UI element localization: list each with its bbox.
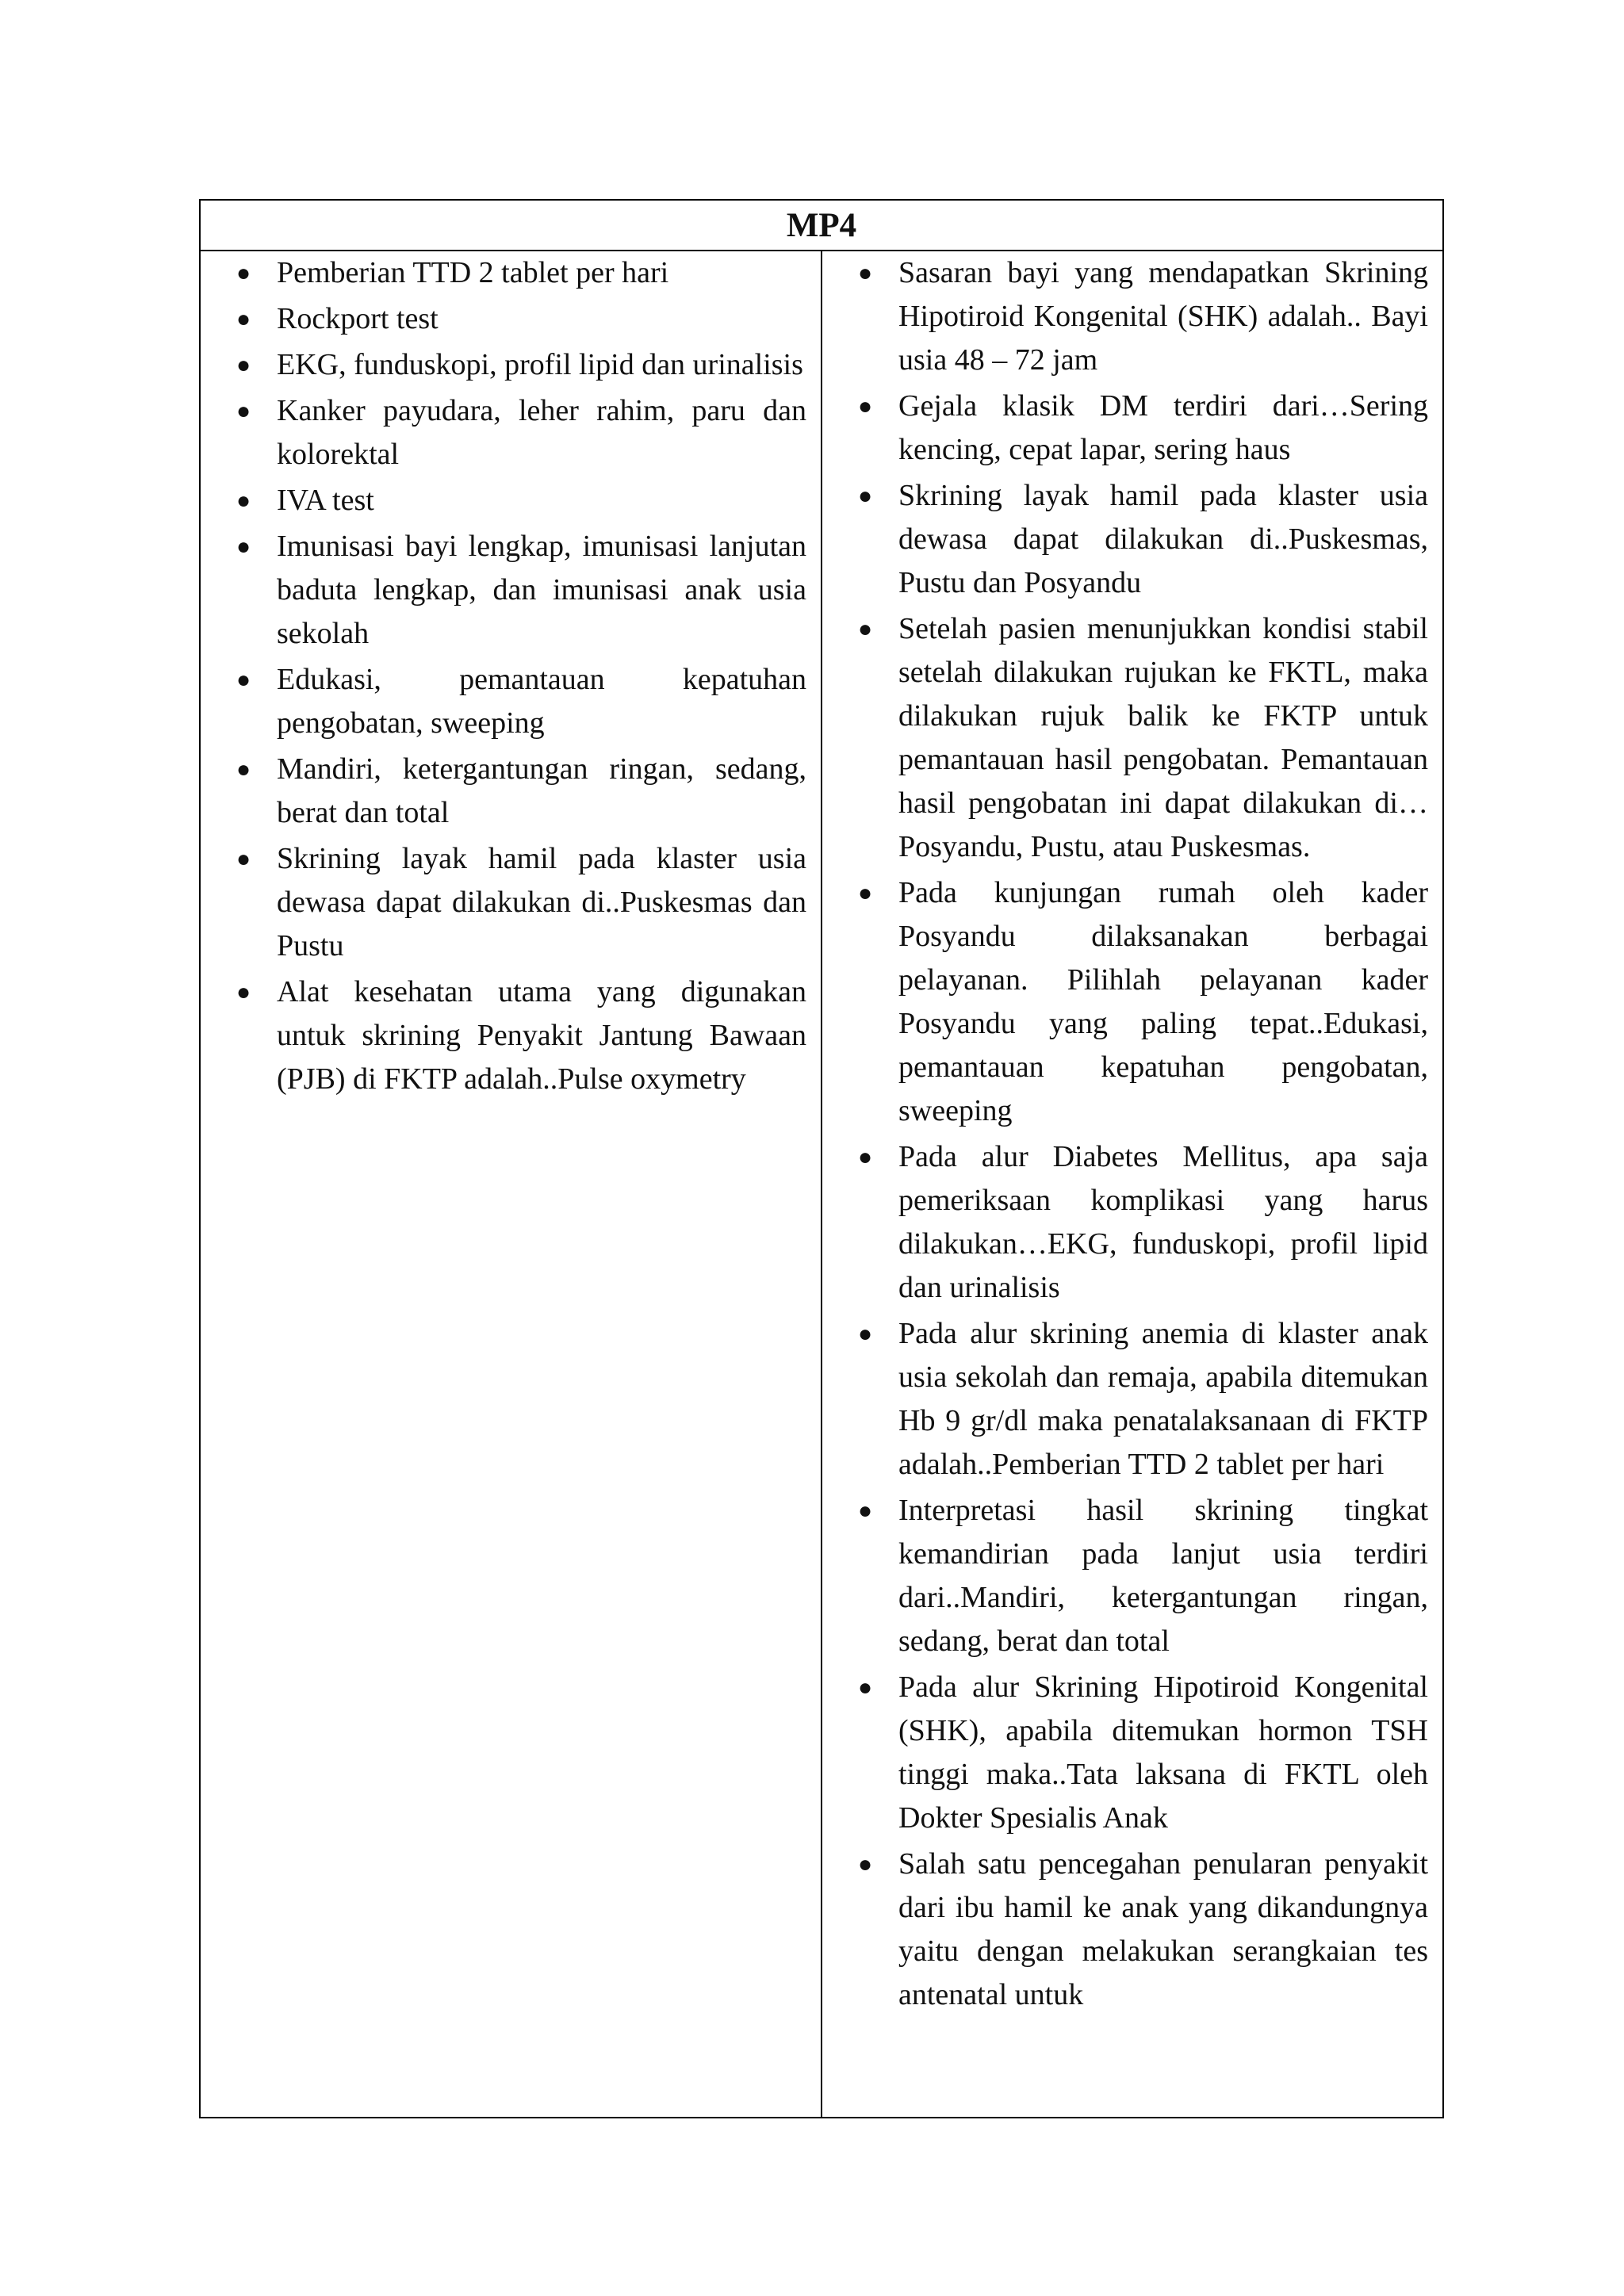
right-list-item: [822, 1666, 1428, 1840]
left-list-item-text: Edukasi, pemantauan kepatuhan pengobatan, sweeping: [277, 663, 806, 740]
right-list-item-text: Gejala klasik DM terdiri dari…Sering kencing, cepat lapar, sering haus: [898, 389, 1428, 466]
left-list-item-text: Skrining layak hamil pada klaster usia dewasa dapat dilakukan di..Puskesmas dan Pustu: [277, 842, 806, 962]
left-list-item: [201, 343, 806, 387]
right-list-item: [822, 474, 1428, 605]
bullet-icon: ●: [857, 483, 873, 509]
bullet-icon: ●: [236, 846, 251, 872]
bullet-icon: ●: [236, 756, 251, 783]
right-list-item-text: Pada alur Skrining Hipotiroid Kongenital (SHK), apabila ditemukan hormon TSH tinggi maka..Tata laksana di FKTL oleh Dokter Spesialis Anak: [898, 1670, 1428, 1835]
left-list-item-text: EKG, funduskopi, profil lipid dan urinalisis: [277, 348, 803, 381]
left-list-item-text: Alat kesehatan utama yang digunakan untuk skrining Penyakit Jantung Bawaan (PJB) di FKTP adalah..Pulse oxymetry: [277, 975, 806, 1096]
mp4-table: [199, 199, 1444, 2118]
right-list-item: [822, 385, 1428, 472]
left-list-item-text: Imunisasi bayi lengkap, imunisasi lanjutan baduta lengkap, dan imunisasi anak usia sekolah: [277, 530, 806, 650]
bullet-icon: ●: [857, 616, 873, 642]
right-list-item: [822, 1135, 1428, 1310]
left-list-item-text: Rockport test: [277, 302, 439, 335]
bullet-icon: ●: [857, 1674, 873, 1701]
left-list-item-text: Mandiri, ketergantungan ringan, sedang, berat dan total: [277, 752, 806, 829]
right-list-item-text: Setelah pasien menunjukkan kondisi stabil setelah dilakukan rujukan ke FKTL, maka dilakukan rujuk balik ke FKTP untuk pemantauan hasil pengobatan. Pemantauan hasil pengobatan ini dapat dilakukan di…Posyandu, Pustu, atau Puskesmas.: [898, 612, 1428, 863]
bullet-icon: ●: [857, 880, 873, 906]
bullet-icon: ●: [857, 393, 873, 419]
bullet-icon: ●: [236, 667, 251, 693]
left-column: [201, 251, 822, 2117]
bullet-icon: ●: [857, 1144, 873, 1170]
left-answer-list: [201, 251, 806, 1101]
left-list-item: [201, 479, 806, 522]
right-list-item-text: Interpretasi hasil skrining tingkat kemandirian pada lanjut usia terdiri dari..Mandiri, ketergantungan ringan, sedang, berat dan total: [898, 1494, 1428, 1658]
left-list-item: [201, 389, 806, 476]
left-list-item-text: IVA test: [277, 484, 374, 517]
right-list-item: [822, 1489, 1428, 1663]
right-list-item-text: Skrining layak hamil pada klaster usia dewasa dapat dilakukan di..Puskesmas, Pustu dan Posyandu: [898, 479, 1428, 599]
bullet-icon: ●: [857, 1498, 873, 1524]
left-list-item-text: Kanker payudara, leher rahim, paru dan kolorektal: [277, 394, 806, 471]
bullet-icon: ●: [236, 260, 251, 286]
left-list-item: [201, 525, 806, 656]
bullet-icon: ●: [236, 352, 251, 378]
left-list-item: [201, 658, 806, 745]
right-list-item: [822, 1843, 1428, 2017]
right-list-item-text: Pada alur skrining anemia di klaster anak usia sekolah dan remaja, apabila ditemukan Hb 9 gr/dl maka penatalaksanaan di FKTP adalah..Pemberian TTD 2 tablet per hari: [898, 1317, 1428, 1481]
right-list-item: [822, 251, 1428, 382]
table-title: MP4: [201, 201, 1442, 251]
bullet-icon: ●: [857, 1321, 873, 1347]
right-list-item-text: Pada alur Diabetes Mellitus, apa saja pemeriksaan komplikasi yang harus dilakukan…EKG, funduskopi, profil lipid dan urinalisis: [898, 1140, 1428, 1304]
left-list-item: [201, 748, 806, 835]
left-list-item: [201, 251, 806, 295]
bullet-icon: ●: [236, 398, 251, 424]
bullet-icon: ●: [236, 306, 251, 332]
bullet-icon: ●: [236, 488, 251, 514]
left-list-item: [201, 297, 806, 341]
right-list-item: [822, 1312, 1428, 1487]
bullet-icon: ●: [236, 979, 251, 1005]
right-list-item-text: Pada kunjungan rumah oleh kader Posyandu dilaksanakan berbagai pelayanan. Pilihlah pelayanan kader Posyandu yang paling tepat..Edukasi, pemantauan kepatuhan pengobatan, sweeping: [898, 876, 1428, 1127]
table-body: [201, 251, 1442, 2117]
left-list-item: [201, 970, 806, 1101]
bullet-icon: ●: [857, 260, 873, 286]
left-list-item: [201, 837, 806, 968]
right-column: [822, 251, 1442, 2117]
right-list-item-text: Sasaran bayi yang mendapatkan Skrining Hipotiroid Kongenital (SHK) adalah.. Bayi usia 48 – 72 jam: [898, 256, 1428, 377]
bullet-icon: ●: [236, 534, 251, 560]
right-list-item: [822, 871, 1428, 1133]
right-question-list: [822, 251, 1428, 2017]
right-list-item-text: Salah satu pencegahan penularan penyakit dari ibu hamil ke anak yang dikandungnya yaitu dengan melakukan serangkaian tes antenatal untuk: [898, 1847, 1428, 2011]
left-list-item-text: Pemberian TTD 2 tablet per hari: [277, 256, 669, 289]
right-list-item: [822, 607, 1428, 869]
bullet-icon: ●: [857, 1851, 873, 1877]
